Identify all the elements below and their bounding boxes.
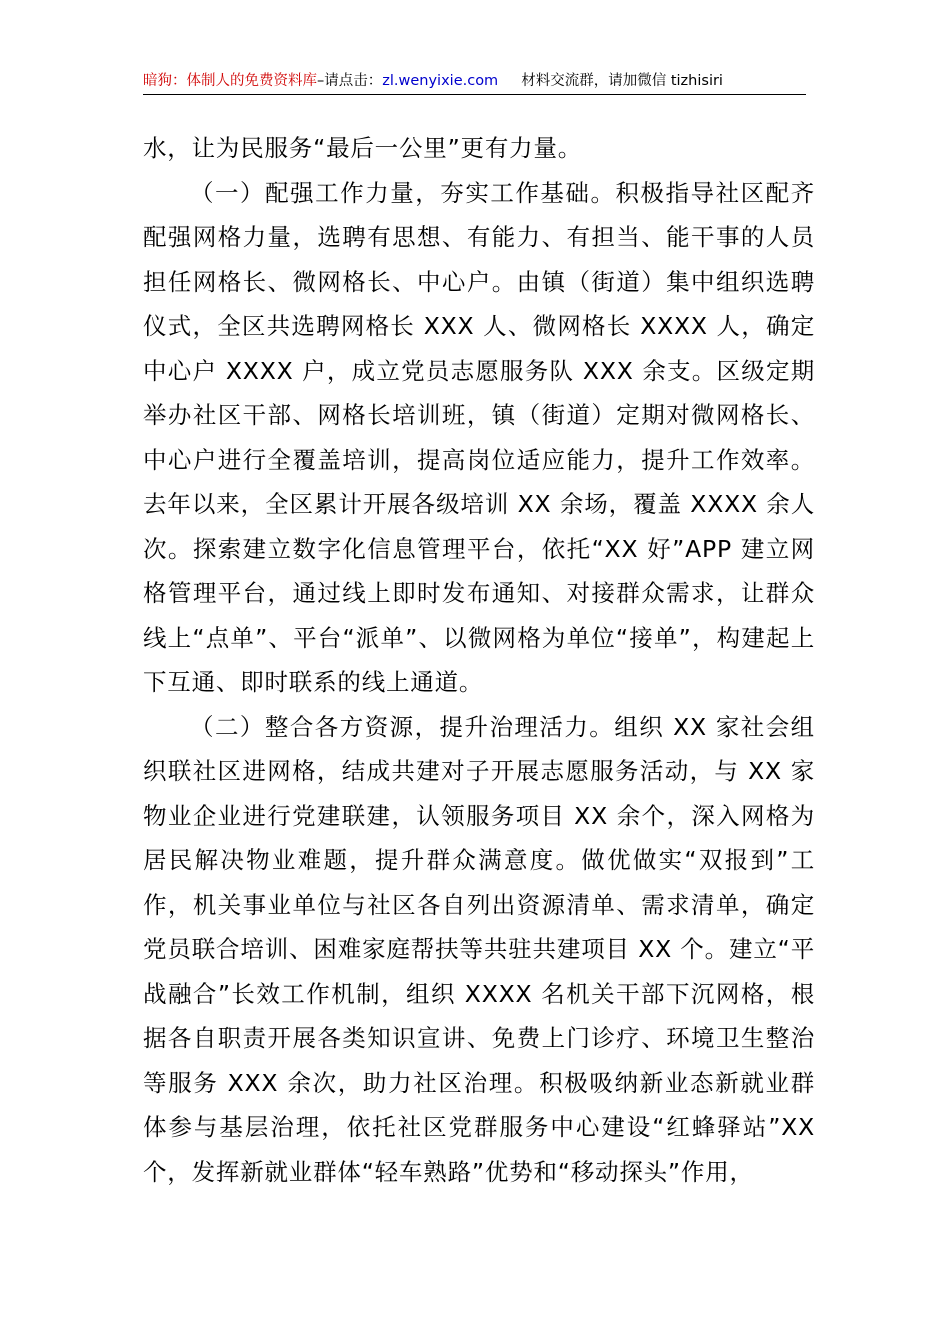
header-url-link[interactable]: zl.wenyixie.com [382,73,499,89]
page-header [143,68,806,95]
paragraph-continuation: 水，让为民服务“最后一公里”更有力量。 [143,134,583,162]
paragraph-section-2: （二）整合各方资源，提升治理活力。组织 XX 家社会组织联社区进网格，结成共建对子开展志愿服务活动，与 XX 家物业企业进行党建联建，认领服务项目 XX 余个，深入网格为居民解决物业难题，提升群众满意度。做优做实“双报到”工作，机关事业单位与社区各自列出资源清单、需求清单，确定党员联合培训、困难家庭帮扶等共驻共建项目 XX 个。建立“平战融合”长效工作机制，组织 XXXX 名机关干部下沉网格，根据各自职责开展各类知识宣讲、免费上门诊疗、环境卫生整治等服务 XXX 余次，助力社区治理。积极吸纳新业态新就业群体参与基层治理，依托社区党群服务中心建设“红蜂驿站”XX 个，发挥新就业群体“轻车熟路”优势和“移动探头”作用， [143,712,815,1186]
header-site-name: 暗狗：体制人的免费资料库 [143,73,317,89]
document-body [143,126,815,1194]
header-group-note: 材料交流群，请加微信 tizhisiri [521,73,723,89]
header-click-prompt: –请点击： [317,73,383,89]
paragraph-section-1: （一）配强工作力量，夯实工作基础。积极指导社区配齐配强网格力量，选聘有思想、有能力、有担当、能干事的人员担任网格长、微网格长、中心户。由镇（街道）集中组织选聘仪式，全区共选聘网格长 XXX 人、微网格长 XXXX 人，确定中心户 XXXX 户，成立党员志愿服务队 XXX 余支。区级定期举办社区干部、网格长培训班，镇（街道）定期对微网格长、中心户进行全覆盖培训，提高岗位适应能力，提升工作效率。去年以来，全区累计开展各级培训 XX 余场，覆盖 XXXX 余人次。探索建立数字化信息管理平台，依托“XX 好”APP 建立网格管理平台，通过线上即时发布通知、对接群众需求，让群众线上“点单”、平台“派单”、以微网格为单位“接单”，构建起上下互通、即时联系的线上通道。 [143,178,815,696]
